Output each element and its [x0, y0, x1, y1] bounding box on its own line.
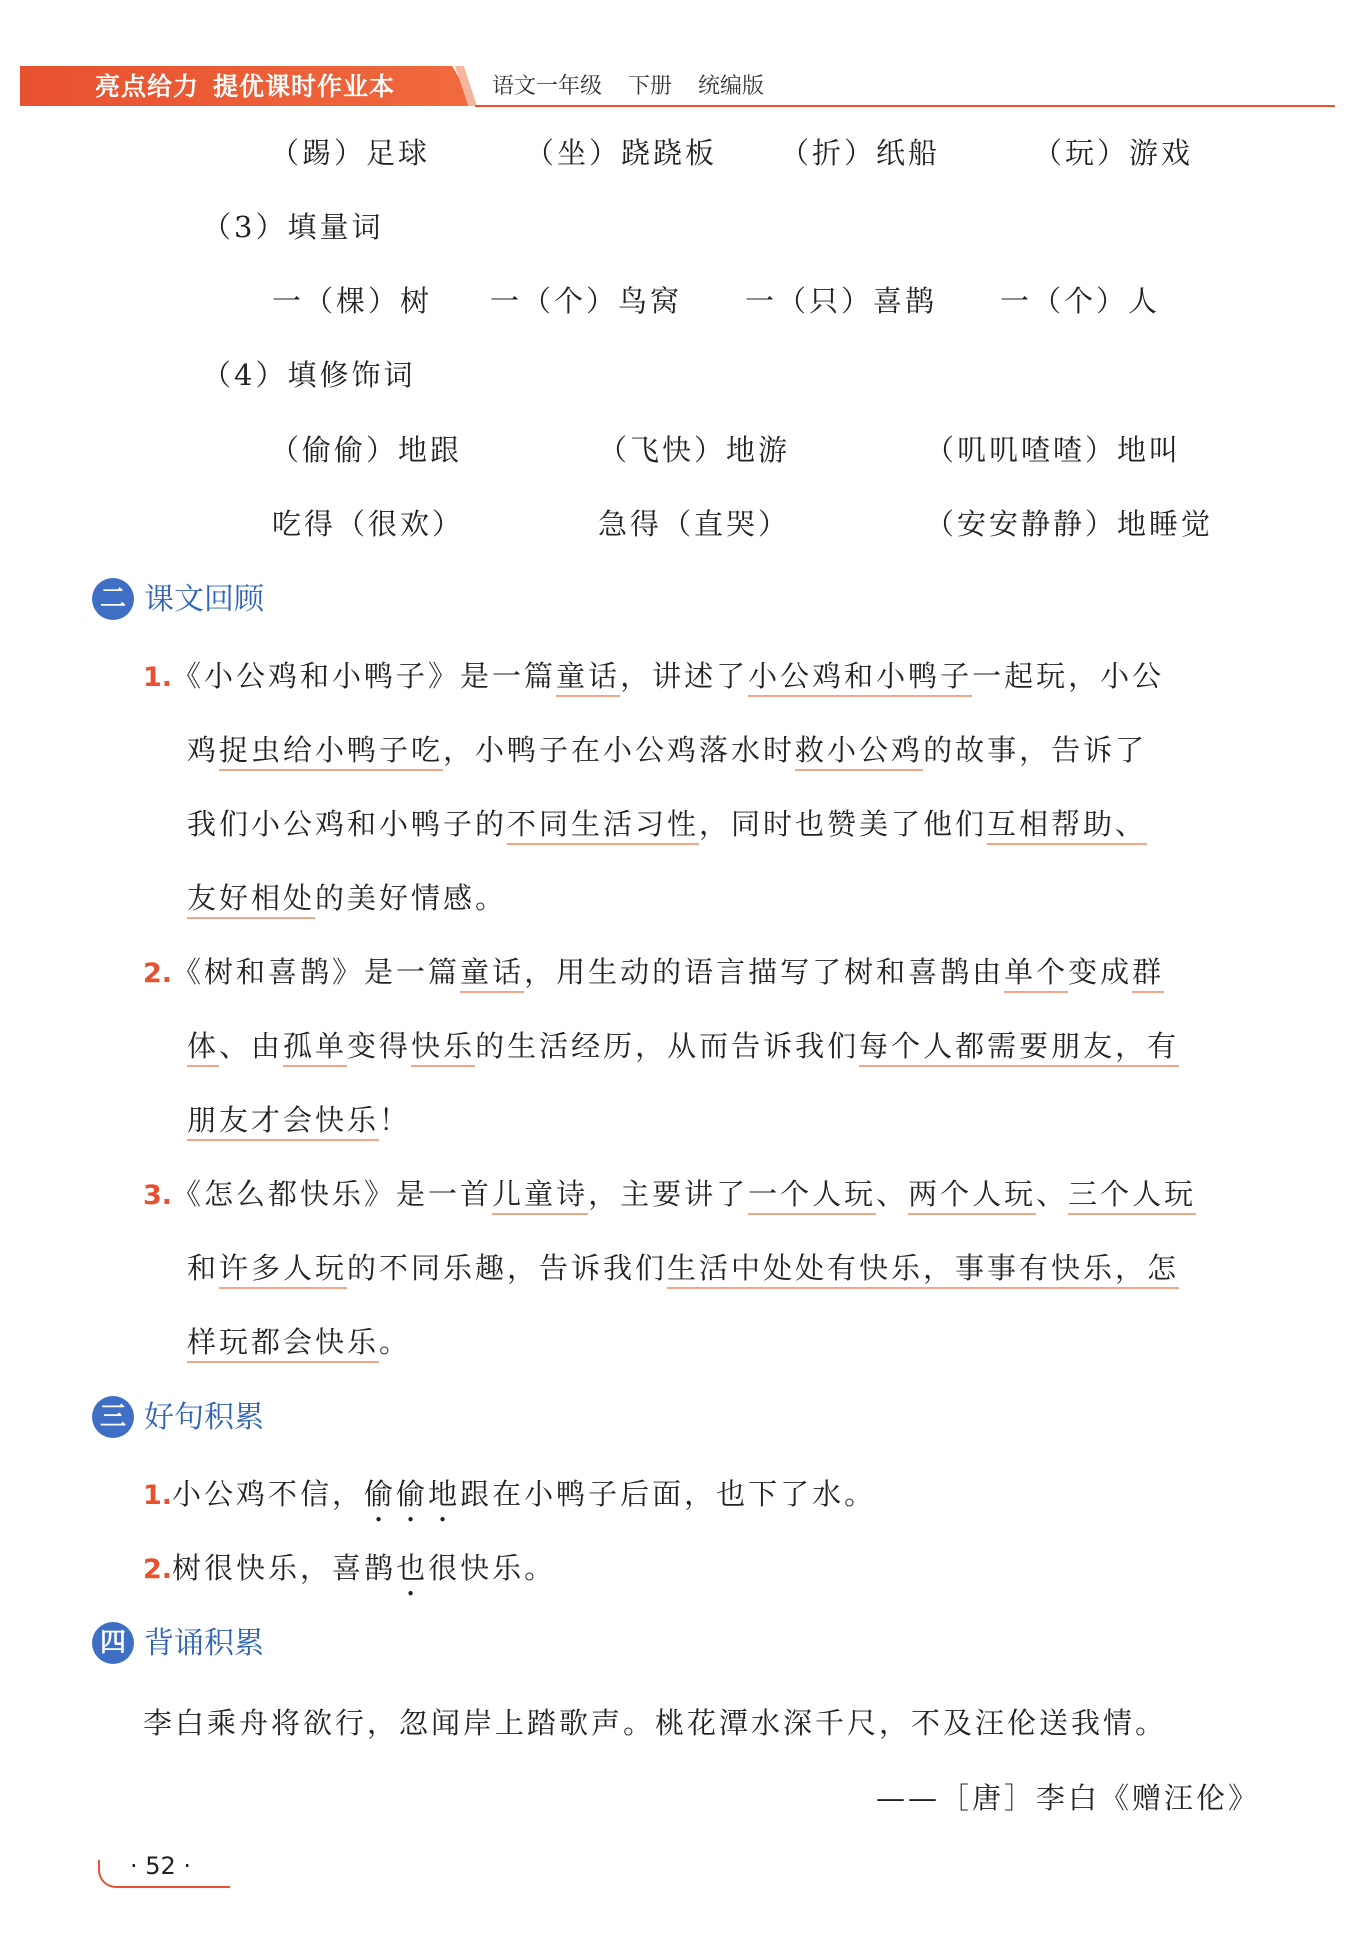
- section-recite-heading: [92, 1622, 264, 1666]
- q4-row2-item-1: 吃得（很欢）: [272, 507, 465, 541]
- sentence-1-number: 1.: [143, 1480, 173, 1511]
- verb-item-2: （坐）跷跷板: [525, 136, 718, 170]
- section-recite-title: 背诵积累: [144, 1626, 264, 1661]
- answer: 小公鸡和小鸭子: [748, 659, 972, 697]
- q3-item-4: 一（个）人: [1000, 284, 1161, 318]
- sentence-2-number: 2.: [143, 1554, 173, 1585]
- review-2-number: 2.: [143, 958, 173, 989]
- section-sentences-badge: 三: [92, 1396, 134, 1438]
- answer: 朋友才会快乐: [187, 1103, 379, 1141]
- text: 一起玩，小公: [972, 659, 1165, 693]
- section-review-title: 课文回顾: [144, 582, 264, 617]
- answer: 样玩都会快乐: [187, 1325, 379, 1363]
- answer: 儿童诗: [492, 1177, 588, 1215]
- text: 的美好情感。: [315, 881, 508, 915]
- review-1-line-3: [187, 804, 1147, 844]
- header-subtitle: [492, 70, 790, 104]
- text: 和: [187, 1251, 220, 1285]
- answer: 孤单: [283, 1029, 347, 1067]
- q4-row2-item-2: 急得（直哭）: [598, 507, 791, 541]
- review-1-line-1: [143, 656, 1164, 696]
- header-series: 提优课时作业本: [213, 72, 396, 101]
- sentence-2: [143, 1548, 556, 1588]
- text: 鸡: [187, 733, 220, 767]
- text: 树很快乐，喜鹊: [172, 1551, 397, 1585]
- header-title: [95, 70, 395, 104]
- answer: 许多人玩: [219, 1251, 347, 1289]
- poem-source: ——［唐］李白《赠汪伦》: [875, 1781, 1260, 1815]
- answer: 童话: [460, 955, 524, 993]
- review-2-line-2: [187, 1026, 1179, 1066]
- text: 。: [379, 1325, 412, 1359]
- header-rule: [475, 105, 1335, 107]
- q3-item-3: 一（只）喜鹊: [745, 284, 938, 318]
- answer: 不同生活习性: [507, 807, 699, 845]
- q4-row1-item-3: （叽叽喳喳）地叫: [925, 433, 1182, 467]
- section-review-badge: 二: [92, 578, 134, 620]
- review-3-line-1: [143, 1174, 1196, 1214]
- text: 的不同乐趣，告诉我们: [347, 1251, 668, 1285]
- answer: 单个: [1004, 955, 1068, 993]
- answer: 一个人玩: [748, 1177, 876, 1215]
- answer: 童话: [556, 659, 620, 697]
- section-review-heading: [92, 578, 264, 622]
- answer: 捉虫给小鸭子吃: [219, 733, 443, 771]
- sentence-1: [143, 1474, 876, 1514]
- review-3-line-2: [187, 1248, 1179, 1288]
- section-recite-badge: 四: [92, 1622, 134, 1664]
- text: 变成: [1068, 955, 1133, 989]
- text: 小公鸡不信，: [172, 1477, 365, 1511]
- text: 、由: [219, 1029, 284, 1063]
- text: ，同时也赞美了他们: [699, 807, 988, 841]
- text: 的故事，告诉了: [923, 733, 1148, 767]
- text: 的生活经历，从而告诉我们: [475, 1029, 860, 1063]
- review-3-number: 3.: [143, 1180, 173, 1211]
- text: 我们小公鸡和小鸭子的: [187, 807, 508, 841]
- answer: 体: [187, 1029, 219, 1067]
- text: 跟在小鸭子后面，也下了水。: [460, 1477, 877, 1511]
- text: 、: [876, 1177, 909, 1211]
- answer: 生活中处处有快乐，事事有快乐，怎: [667, 1251, 1179, 1289]
- q4-label: （4）填修饰词: [202, 358, 416, 392]
- q3-item-1: 一（棵）树: [272, 284, 433, 318]
- q3-label: （3）填量词: [202, 210, 384, 244]
- header-edition: 统编版: [698, 74, 765, 99]
- text: ，讲述了: [620, 659, 749, 693]
- answer: 救小公鸡: [795, 733, 923, 771]
- dotted-emphasis: 偷偷地: [364, 1477, 461, 1511]
- text: 变得: [347, 1029, 412, 1063]
- answer: 每个人都需要朋友，有: [859, 1029, 1179, 1067]
- text: 很快乐。: [428, 1551, 557, 1585]
- verb-item-4: （玩）游戏: [1033, 136, 1194, 170]
- section-sentences-title: 好句积累: [144, 1400, 264, 1435]
- text: ，主要讲了: [588, 1177, 749, 1211]
- header-subject: 语文一年级: [492, 74, 603, 99]
- answer: 群: [1132, 955, 1164, 993]
- answer: 互相帮助、: [987, 807, 1147, 845]
- header-brand: 亮点给力: [95, 72, 200, 101]
- review-2-line-1: [143, 952, 1164, 992]
- page-number: · 52 ·: [130, 1852, 192, 1880]
- q4-row1-item-2: （飞快）地游: [598, 433, 791, 467]
- text: 《小公鸡和小鸭子》是一篇: [172, 659, 557, 693]
- text: 《树和喜鹊》是一篇: [172, 955, 461, 989]
- answer: 友好相处: [187, 881, 315, 919]
- answer: 两个人玩: [908, 1177, 1036, 1215]
- review-2-line-3: [187, 1100, 411, 1140]
- answer: 快乐: [411, 1029, 475, 1067]
- review-3-line-3: [187, 1322, 411, 1362]
- verb-item-3: （折）纸船: [780, 136, 941, 170]
- poem-text: 李白乘舟将欲行，忽闻岸上踏歌声。桃花潭水深千尺，不及汪伦送我情。: [143, 1706, 1168, 1740]
- verb-item-1: （踢）足球: [270, 136, 431, 170]
- review-1-line-4: [187, 878, 507, 918]
- text: ！: [379, 1103, 412, 1137]
- text: 、: [1036, 1177, 1069, 1211]
- q4-row1-item-1: （偷偷）地跟: [270, 433, 463, 467]
- dotted-emphasis: 也: [396, 1551, 429, 1585]
- section-sentences-heading: [92, 1396, 264, 1440]
- header-volume: 下册: [628, 74, 673, 99]
- text: 《怎么都快乐》是一首: [172, 1177, 493, 1211]
- text: ，用生动的语言描写了树和喜鹊由: [524, 955, 1005, 989]
- text: ，小鸭子在小公鸡落水时: [443, 733, 796, 767]
- q3-item-2: 一（个）鸟窝: [490, 284, 683, 318]
- review-1-number: 1.: [143, 662, 173, 693]
- answer: 三个人玩: [1068, 1177, 1196, 1215]
- review-1-line-2: [187, 730, 1147, 770]
- q4-row2-item-3: （安安静静）地睡觉: [925, 507, 1214, 541]
